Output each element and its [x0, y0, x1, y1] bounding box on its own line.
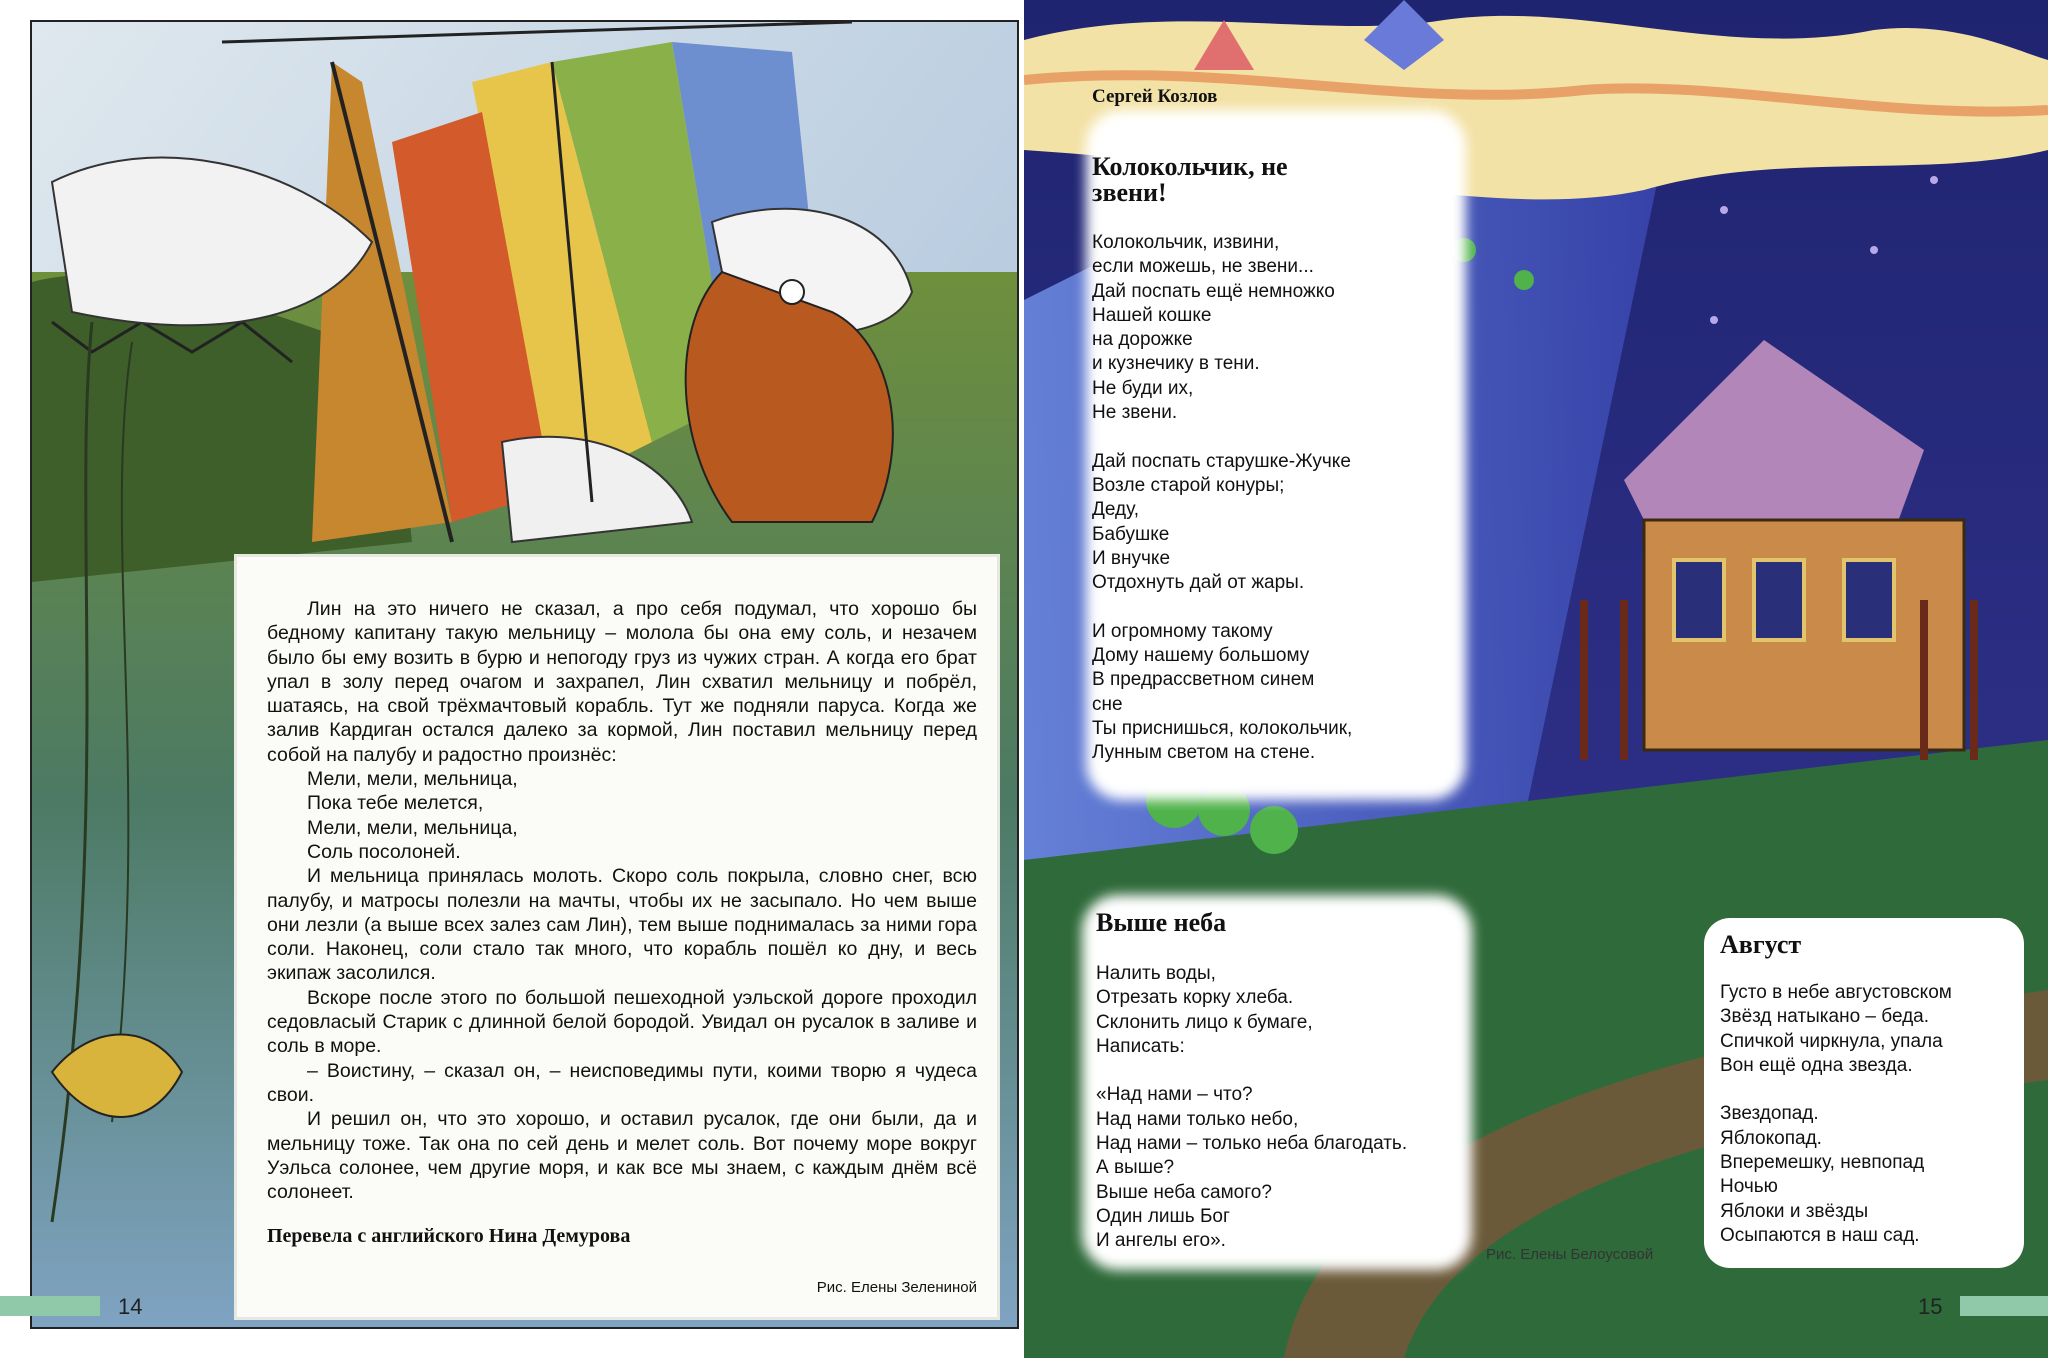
illustration-credit: Рис. Елены Зелениной — [816, 1279, 977, 1296]
story-paragraph: Лин на это ничего не сказал, а про себя подумал, что хорошо бы бедному капитану такую мельницу – молола бы она ему соль, и незачем было бы ему возить в бурю и непогоду груз из чужих стран. А когда его брат упал в золу перед очагом и захрапел, Лин схватил мельницу и побрёл, шатаясь, на свой трёхмачтовый корабль. Тут же подняли паруса. Когда же залив Кардиган остался далеко за кормой, Лин поставил мельницу перед собой на палубу и радостно произнёс: — [267, 598, 977, 766]
page-number: 14 — [118, 1294, 143, 1319]
author-name: Сергей Козлов — [1092, 86, 1218, 107]
ship-illustration — [30, 20, 1019, 1329]
poem1-title-line: Колокольчик, не — [1092, 152, 1288, 181]
chant-line: Мели, мели, мельница, — [307, 768, 518, 791]
translator-credit: Перевела с английского Нина Демурова — [267, 1225, 631, 1247]
story-paragraph: – Воистину, – сказал он, – неисповедимы пути, коими творю я чудеса свои. — [267, 1059, 977, 1106]
poem1-text: Колокольчик, извини, если можешь, не звени... Дай поспать ещё немножко Нашей кошке на дорожке и кузнечику в тени. Не буди их, Не звени. Дай поспать старушке-Жучке Возле старой конуры; Деду, Бабушке И внучке Отдохнуть дай от жары. И огромному такому Дому нашему большому В предрассветном синем сне Ты приснишься, колокольчик, Лунным светом на стене. — [1092, 232, 1353, 764]
poem3-title: Август — [1720, 930, 1802, 959]
poem3-text: Густо в небе августовском Звёзд натыкано – беда. Спичкой чиркнула, упала Вон ещё одна звезда. Звездопад. Яблокопад. Вперемешку, невпопад Ночью Яблоки и звёзды Осыпаются в наш сад. — [1720, 982, 1952, 1246]
chant-line: Мели, мели, мельница, — [307, 816, 518, 839]
poem2-title: Выше неба — [1096, 908, 1227, 937]
page-number: 15 — [1918, 1294, 1943, 1319]
story-paragraph: Вскоре после этого по большой пешеходной уэльской дороге проходил седовласый Старик с длинной белой бородой. Увидал он русалок в заливе и соль в море. — [267, 986, 977, 1058]
chant-line: Соль посолоней. — [307, 840, 461, 863]
page-accent-bar — [1960, 1296, 2048, 1316]
story-text-box — [237, 557, 997, 1317]
page-accent-bar — [0, 1296, 100, 1316]
story-paragraph: И решил он, что это хорошо, и оставил русалок, где они были, да и мельницу тоже. Так она по сей день и мелет соль. Вот почему море вокруг Уэльса солонее, чем другие моря, и как все мы знаем, с каждым днём всё солонеет. — [267, 1108, 977, 1204]
story-paragraph: И мельница принялась молоть. Скоро соль покрыла, словно снег, всю палубу, и матросы полезли на мачты, чтобы их не засыпало. Но чем выше они лезли (а выше всех залез сам Лин), тем выше поднималась за ними гора соли. Наконец, соли стало так много, что корабль пошёл ко дну, и весь экипаж засолился. — [267, 865, 977, 985]
illustration-credit: Рис. Елены Белоусовой — [1486, 1246, 1654, 1263]
poem1-title — [1092, 154, 1288, 206]
chant-line: Пока тебе мелется, — [307, 792, 484, 815]
poem2-text: Налить воды, Отрезать корку хлеба. Склонить лицо к бумаге, Написать: «Над нами – что? Над нами только небо, Над нами – только неба благодать. А выше? Выше неба самого? Один лишь Бог И ангелы его». — [1096, 963, 1408, 1252]
poem1-title-line: звени! — [1092, 178, 1167, 207]
story-text — [267, 597, 977, 1204]
right-page — [1024, 0, 2048, 1358]
